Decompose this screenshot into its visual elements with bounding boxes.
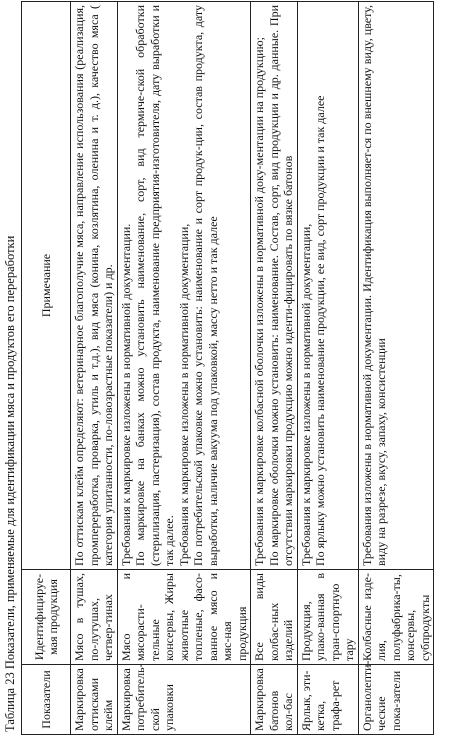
identification-table — [21, 1, 434, 735]
note-cell — [251, 2, 298, 570]
header-note: Примечание — [22, 2, 71, 570]
note-cell — [297, 2, 358, 570]
table-row — [358, 2, 434, 735]
indicator-cell: Маркировка потребитель-ской упаковки — [117, 665, 251, 735]
table-row — [297, 2, 358, 735]
note-paragraph: Требования к маркировке изложены в нормативной документации. — [118, 223, 133, 566]
product-cell: Мясо и мясорасти-тельные консервы, Жиры животные топленые, фасо-ванное мясо и мяс-ная продукция — [117, 570, 251, 665]
header-row — [22, 2, 71, 735]
product-cell: Продукция, упако-ванная в тран-спортную тару — [297, 570, 358, 665]
table-row — [251, 2, 298, 735]
product-cell: Все виды колбас-ных изделий — [251, 570, 298, 665]
note-paragraph: Требования к маркировке изложены в нормативной документации, — [176, 223, 191, 566]
indicator-cell: Маркировка оттисками клейм — [71, 665, 118, 735]
product-cell: Колбасные изде-лия, полуфабрика-ты, консервы, субпродукты — [358, 570, 434, 665]
note-cell — [117, 2, 251, 570]
note-cell — [358, 2, 434, 570]
product-cell: Мясо в тушах, по-лутушах, четвер-тинах — [71, 570, 118, 665]
indicator-cell: Ярлык, эти-кетка, трафа-рет — [297, 665, 358, 735]
note-cell — [71, 2, 118, 570]
header-product: Идентифицируе-мая продукция — [22, 570, 71, 665]
note-paragraph: Требования изложены в нормативной документации. Идентификация выполняет-ся по внешнему виду, цвету, виду на разрезе, вкусу, запаху, консистенции — [359, 5, 388, 566]
table-caption: Таблица 23 Показатели, применяемые для идентификации мяса и продуктов его переработки — [3, 235, 17, 732]
note-paragraph: По маркировке оболочки можно установить: наименование. Состав, сорт, вид продукции и др. данные. При отсутствии маркировки продукцию можно иденти-фицировать по вязке батонов — [266, 5, 295, 566]
table-row — [117, 2, 251, 735]
table-row — [71, 2, 118, 735]
note-paragraph: По потребительской упаковке можно установить: наименование и сорт продук-ции, состав продукта, дату выработки, наличие вакуума под упаковкой, массу нетто и так далее — [191, 5, 220, 566]
table-body — [71, 2, 434, 735]
header-indicator: Показатели — [22, 665, 71, 735]
note-paragraph: По оттискам клейм определяют: ветеринарное благополучие мяса, направление использования (реализация, промпереработка, проварка, утиль и т.д.), вид мяса (конина, козлятина, оленина и т. д.), качество мяса ( категория упитанности, по-ловозрастные показатели) и др. — [72, 5, 115, 566]
indicator-cell: Органолепти-ческие пока-затели — [358, 665, 434, 735]
indicator-cell: Маркировка батонов кол-бас — [251, 665, 298, 735]
note-paragraph: Требования к маркировке изложены в нормативной документации, — [298, 223, 313, 566]
note-paragraph: Требования к маркировке колбасной оболочки изложены в нормативной доку-ментации на продукцию; — [252, 37, 266, 566]
note-paragraph: По маркировке на банках можно установить наименование, сорт, вид термиче-ской обработки (стерилизация, пастеризация), состав продукта, наименование предприятия-изготовителя, дату выработки и так далее. — [133, 5, 176, 566]
note-paragraph: По ярлыку можно установить наименование продукции, ее вид, сорт продукции и так далее — [313, 95, 327, 566]
